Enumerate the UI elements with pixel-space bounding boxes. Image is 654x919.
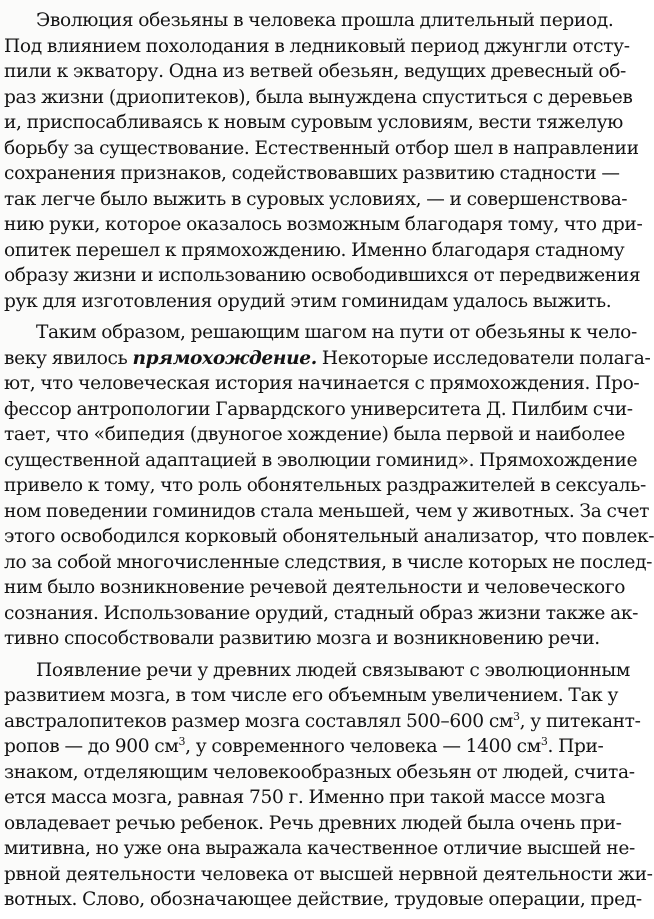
text-line: тивно способствовали развитию мозга и возникновению речи. <box>4 628 600 649</box>
text-line: Под влиянием похолодания в ледниковый период джунгли отсту- <box>4 35 630 57</box>
paragraph-speech <box>4 658 653 913</box>
text-line: пили к экватору. Одна из ветвей обезьян, ведущих древесный об- <box>4 61 626 82</box>
text-line: знаком, отделяющим человекообразных обезьян от людей, счита- <box>4 761 635 783</box>
text-line: митивна, но уже она выражала качественное отличие высшей не- <box>4 838 635 859</box>
text-line: рвной деятельности человека от высшей нервной деятельности жи- <box>4 863 653 885</box>
text-fragment: веку явилось <box>4 347 133 369</box>
text-line: сохранения признаков, содействовавших развитию стадности — <box>4 163 620 184</box>
text-line: так легче было выжить в суровых условиях, — и совершенствова- <box>4 188 628 210</box>
text-line: Таким образом, решающим шагом на пути от обезьяны к чело- <box>36 322 637 343</box>
text-line: овладевает речью ребенок. Речь древних людей была очень при- <box>4 812 622 834</box>
text-line: ло за собой многочисленные следствия, в числе которых не послед- <box>4 551 653 573</box>
text-line: развитием мозга, в том числе его объемным увеличением. Так у <box>4 685 619 706</box>
superscript-cubed: 3 <box>540 735 548 748</box>
text-line: ется масса мозга, равная 750 г. Именно при такой массе мозга <box>4 787 606 808</box>
text-line: ним было возникновение речевой деятельности и человеческого <box>4 577 626 598</box>
text-line: этого освободился корковый обонятельный анализатор, что повлек- <box>4 526 654 547</box>
text-line: и, приспосабливаясь к новым суровым условиям, вести тяжелую <box>4 112 624 133</box>
text-line-with-superscript: австралопитеков размер мозга составлял 500–600 $см^3$, у питекант- <box>4 709 641 732</box>
text-line: тает, что «бипедия (двуногое хождение) была первой и наиболее <box>4 424 625 445</box>
text-line: сознания. Использование орудий, стадный образ жизни также ак- <box>4 602 639 624</box>
text-line: рук для изготовления орудий этим гоминидам удалось выжить. <box>4 290 612 312</box>
text-line-with-superscript: ропов — до 900 $см^3$, у современного человека — 1400 $см^3$. При- <box>4 735 604 757</box>
text-line: нию руки, которое оказалось возможным благодаря тому, что дри- <box>4 214 643 235</box>
text-line: фессор антропологии Гарвардского университета Д. Пилбим счи- <box>4 398 633 420</box>
text-line: ном поведении гоминидов стала меньшей, чем у животных. За счет <box>4 500 650 522</box>
text-line: привело к тому, что роль обонятельных раздражителей в сексуаль- <box>4 475 646 496</box>
text-line: борьбу за существование. Естественный отбор шел в направлении <box>4 137 639 159</box>
text-line: вотных. Слово, обозначающее действие, трудовые операции, пред- <box>4 889 642 910</box>
paragraph-bipedalism <box>4 320 654 652</box>
text-line: существенной адаптацией в эволюции гоминид». Прямохождение <box>4 449 638 471</box>
text-fragment: Некоторые исследователи полага- <box>316 347 651 369</box>
text-line: опитек перешел к прямохождению. Именно благодаря стадному <box>4 239 625 261</box>
superscript-cubed: 3 <box>178 735 186 748</box>
text-line: ют, что человеческая история начинается с прямохождения. Про- <box>4 373 640 394</box>
text-line: раз жизни (дриопитеков), была вынуждена спуститься с деревьев <box>4 86 633 108</box>
paragraph-evolution <box>4 8 643 314</box>
emphasized-term: прямохождение. <box>132 347 317 369</box>
text-line: Появление речи у древних людей связывают с эволюционным <box>36 659 630 681</box>
text-line-with-emphasis <box>4 346 651 372</box>
superscript-cubed: 3 <box>513 709 520 723</box>
text-column <box>4 8 654 919</box>
text-line: образу жизни и использованию освободившихся от передвижения <box>4 265 641 286</box>
text-line: Эволюция обезьяны в человека прошла длительный период. <box>36 10 614 31</box>
